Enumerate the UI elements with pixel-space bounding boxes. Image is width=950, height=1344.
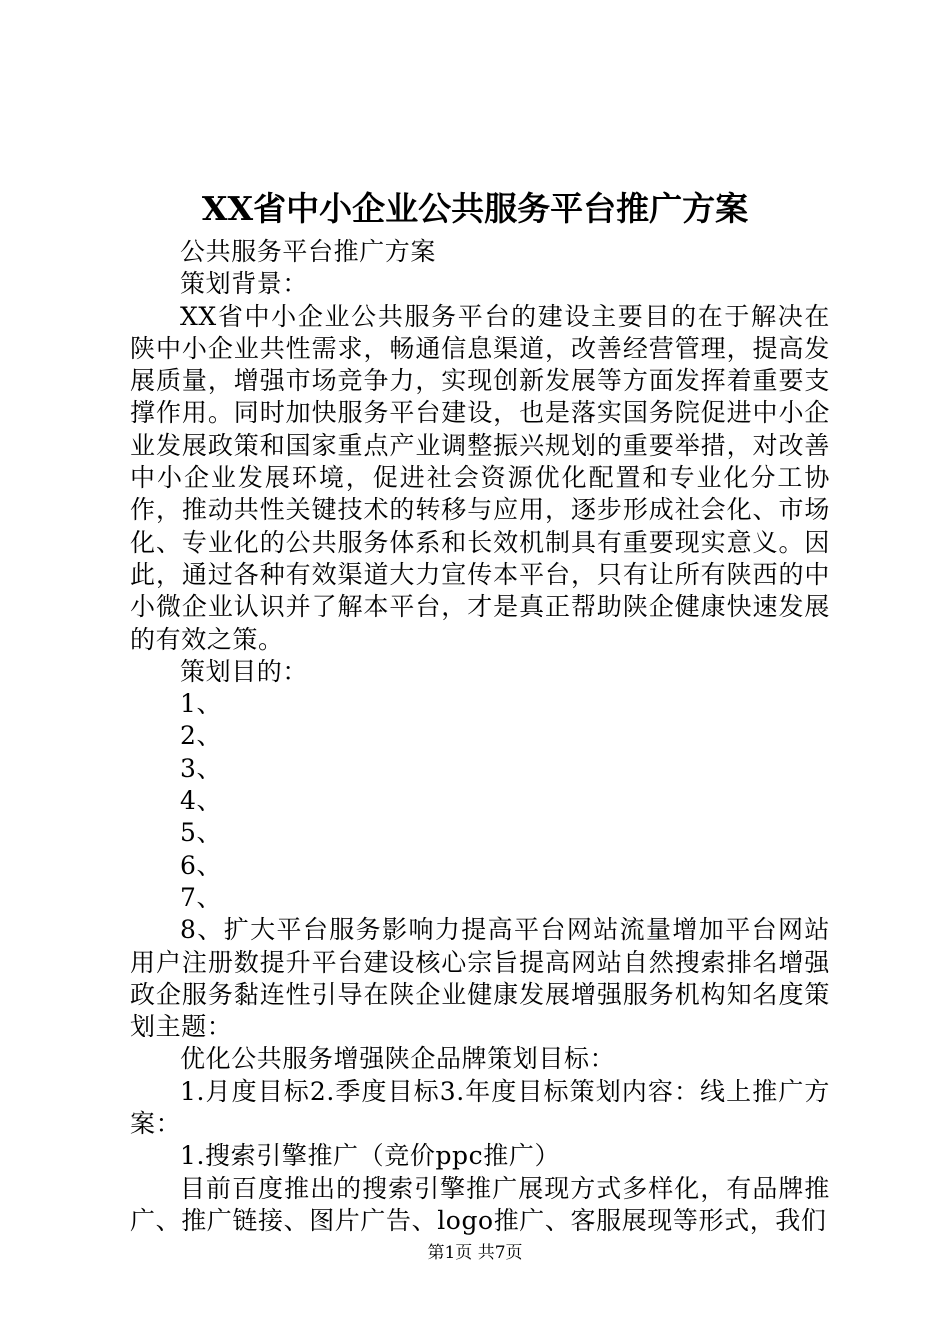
page-footer: 第1页 共7页: [427, 1243, 523, 1263]
theme-paragraph: 优化公共服务增强陕企品牌策划目标：: [180, 1044, 616, 1074]
purpose-item-2: 2、: [180, 721, 223, 751]
purpose-item-8-paragraph: 8、扩大平台服务影响力提高平台网站流量增加平台网站用户注册数提升平台建设核心宗旨提高网站自然搜索排名增强政企服务黏连性引导在陕企业健康发展增强服务机构知名度策划主题：: [130, 915, 830, 1042]
background-paragraph: XX省中小企业公共服务平台的建设主要目的在于解决在陕中小企业共性需求，畅通信息渠道，改善经营管理，提高发展质量，增强市场竞争力，实现创新发展等方面发挥着重要支撑作用。同时加快服务平台建设，也是落实国务院促进中小企业发展政策和国家重点产业调整振兴规划的重要举措，对改善中小企业发展环境，促进社会资源优化配置和专业化分工协作，推动共性关键技术的转移与应用，逐步形成社会化、市场化、专业化的公共服务体系和长效机制具有重要现实意义。因此，通过各种有效渠道大力宣传本平台，只有让所有陕西的中小微企业认识并了解本平台，才是真正帮助陕企健康快速发展的有效之策。: [130, 301, 830, 654]
background-heading: 策划背景：: [180, 269, 309, 299]
purpose-item-5: 5、: [180, 818, 223, 848]
search-engine-heading: 1.搜索引擎推广（竞价ppc推广）: [180, 1141, 561, 1171]
goals-paragraph: 1.月度目标2.季度目标3.年度目标策划内容：线上推广方案：: [130, 1076, 830, 1139]
search-engine-paragraph: 目前百度推出的搜索引擎推广展现方式多样化，有品牌推广、推广链接、图片广告、logo推广、客服展现等形式，我们: [130, 1173, 830, 1235]
purpose-heading: 策划目的：: [180, 656, 309, 686]
document-body: [130, 236, 830, 1237]
purpose-item-1: 1、: [180, 689, 223, 719]
purpose-item-3: 3、: [180, 753, 223, 783]
purpose-item-7: 7、: [180, 882, 223, 912]
purpose-item-6: 6、: [180, 850, 223, 880]
document-title: XX省中小企业公共服务平台推广方案: [201, 189, 749, 228]
purpose-item-4: 4、: [180, 786, 223, 816]
subtitle-line: 公共服务平台推广方案: [180, 237, 437, 266]
